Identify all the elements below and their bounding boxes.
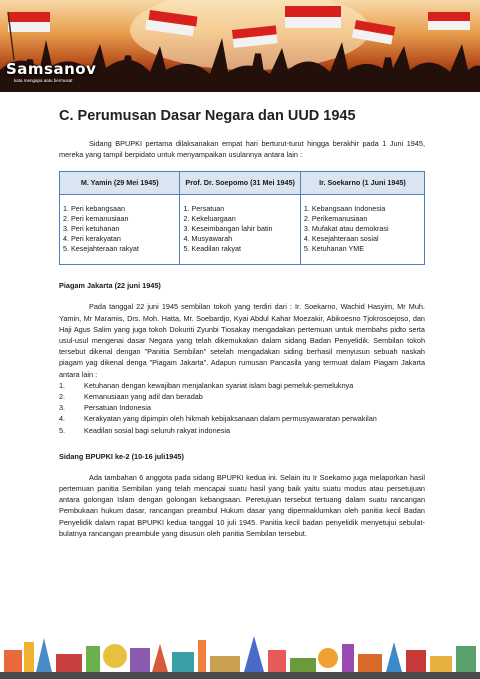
table-header: M. Yamin (29 Mei 1945) bbox=[60, 172, 180, 195]
list-item: 2. Kemanusiaan yang adil dan beradab bbox=[59, 392, 203, 402]
list-item: 3. Mufakat atau demokrasi bbox=[303, 224, 389, 234]
list-item: 4. Kerakyatan yang dipimpin oleh hikmah kebijaksanaan dalam permusyawaratan perwakilan bbox=[59, 414, 377, 424]
list-item: 4. Peri kerakyatan bbox=[63, 234, 121, 244]
section-heading-sidang2: Sidang BPUPKI ke-2 (10-16 juli1945) bbox=[59, 451, 184, 461]
intro-paragraph: Sidang BPUPKI pertama dilaksanakan empat hari berturut-turut hingga berakhir pada 1 Juni 1945, mereka yang tampil berpidato untuk menyampaikan usulannya antara lain : bbox=[59, 139, 425, 160]
table-cell bbox=[300, 195, 424, 265]
document-body bbox=[59, 108, 425, 539]
site-logo[interactable]: Samsanov bbox=[6, 60, 97, 78]
table-cell bbox=[60, 195, 180, 265]
list-item: 2. Perikemanusiaan bbox=[303, 214, 368, 224]
header-banner bbox=[0, 0, 480, 92]
list-item: 1. Persatuan bbox=[183, 204, 225, 214]
table-cell bbox=[180, 195, 300, 265]
table-header: Prof. Dr. Soepomo (31 Mei 1945) bbox=[180, 172, 300, 195]
piagam-paragraph: Pada tanggal 22 juni 1945 sembilan tokoh yang terdiri dari : Ir. Soekarno, Wachid Hasyim, Mr Muh. Yamin, Mr Maramis, Drs. Moh. Hatta, Mr. Soebardjo, Kyai Abdul Kahar Moezakir, Abikoesno Tjokrosoejoso, dan Haji Agus Salim yang juga tokoh Dokuriti Zyunbi Tiosakay mengadakan pertemuan untuk membahs pidto serta usul-usul mengenai dasar Negara yang telah dikemukakan dalam sidang Badan Penyelidik. Sembilan tokoh tersebut dikenal dengan "Panitia Sembilan" setelah mengadakan siding berhasil menyusun sebuah naskah piagam yag dikenal denga "Piagam Jakarta". Adapun rumusan Pancasila yang termuat dalam Piagam Jakarta antara lain : bbox=[59, 302, 425, 379]
list-item: 2. Peri kemanusiaan bbox=[63, 214, 129, 224]
list-item: 5. Keadilan sosial bagi seluruh rakyat indonesia bbox=[59, 425, 231, 435]
list-item: 3. Persatuan Indonesia bbox=[59, 403, 151, 413]
list-item: 1. Ketuhanan dengan kewajiban menjalankan syariat islam bagi pemeluk-pemeluknya bbox=[59, 380, 354, 390]
list-item: 1. Kebangsaan Indonesia bbox=[303, 204, 386, 214]
sidang2-paragraph: Ada tambahan 6 anggota pada sidang BPUPKI kedua ini. Selain itu Ir Soekarno juga melaporkan hasil pertemuan panitia Sembilan yang telah mencapai suatu hasil yang baik yaitu suatu modus atau persetujuan antara golongan Islam dengan golongan kebangsaan. Peretujuan tersebut tertuang dalam suatu rancangan Pembukaan hukum dasar, rancangan preambul Hukum dasar yang dipermaklumkan oleh panitia kecil Badan Penyelidik dalam rapat BPUPKI kedua tanggal 10 juli 1945. Panitia kecil badan penyelidik menyetujui sebulat-bulatnya rancangan preambule yang disusun oleh panitia Sembilan tersebut. bbox=[59, 472, 425, 538]
list-item: 2. Kekeluargaan bbox=[183, 214, 236, 224]
list-item: 3. Peri ketuhanan bbox=[63, 224, 120, 234]
list-item: 5. Ketuhanan YME bbox=[303, 244, 365, 254]
landmarks-icon bbox=[0, 628, 480, 679]
table-header: Ir. Soekarno (1 Juni 1945) bbox=[300, 172, 424, 195]
list-item: 4. Kesejahteraan sosial bbox=[303, 234, 379, 244]
list-item: 1. Peri kebangsaan bbox=[63, 204, 125, 214]
list-item: 4. Musyawarah bbox=[183, 234, 233, 244]
section-heading-piagam: Piagam Jakarta (22 juni 1945) bbox=[59, 281, 161, 291]
list-item: 3. Keseimbangan lahir batin bbox=[183, 224, 273, 234]
list-item: 5. Kesejahteraan rakyat bbox=[63, 244, 139, 254]
footer-landmarks-illustration bbox=[0, 628, 480, 679]
page-title: C. Perumusan Dasar Negara dan UUD 1945 bbox=[59, 108, 356, 124]
proposals-table bbox=[59, 171, 425, 265]
site-tagline: kata mengapa aatu bermusat bbox=[14, 78, 73, 83]
pancasila-list bbox=[59, 380, 425, 436]
list-item: 5. Keadilan rakyat bbox=[183, 244, 241, 254]
